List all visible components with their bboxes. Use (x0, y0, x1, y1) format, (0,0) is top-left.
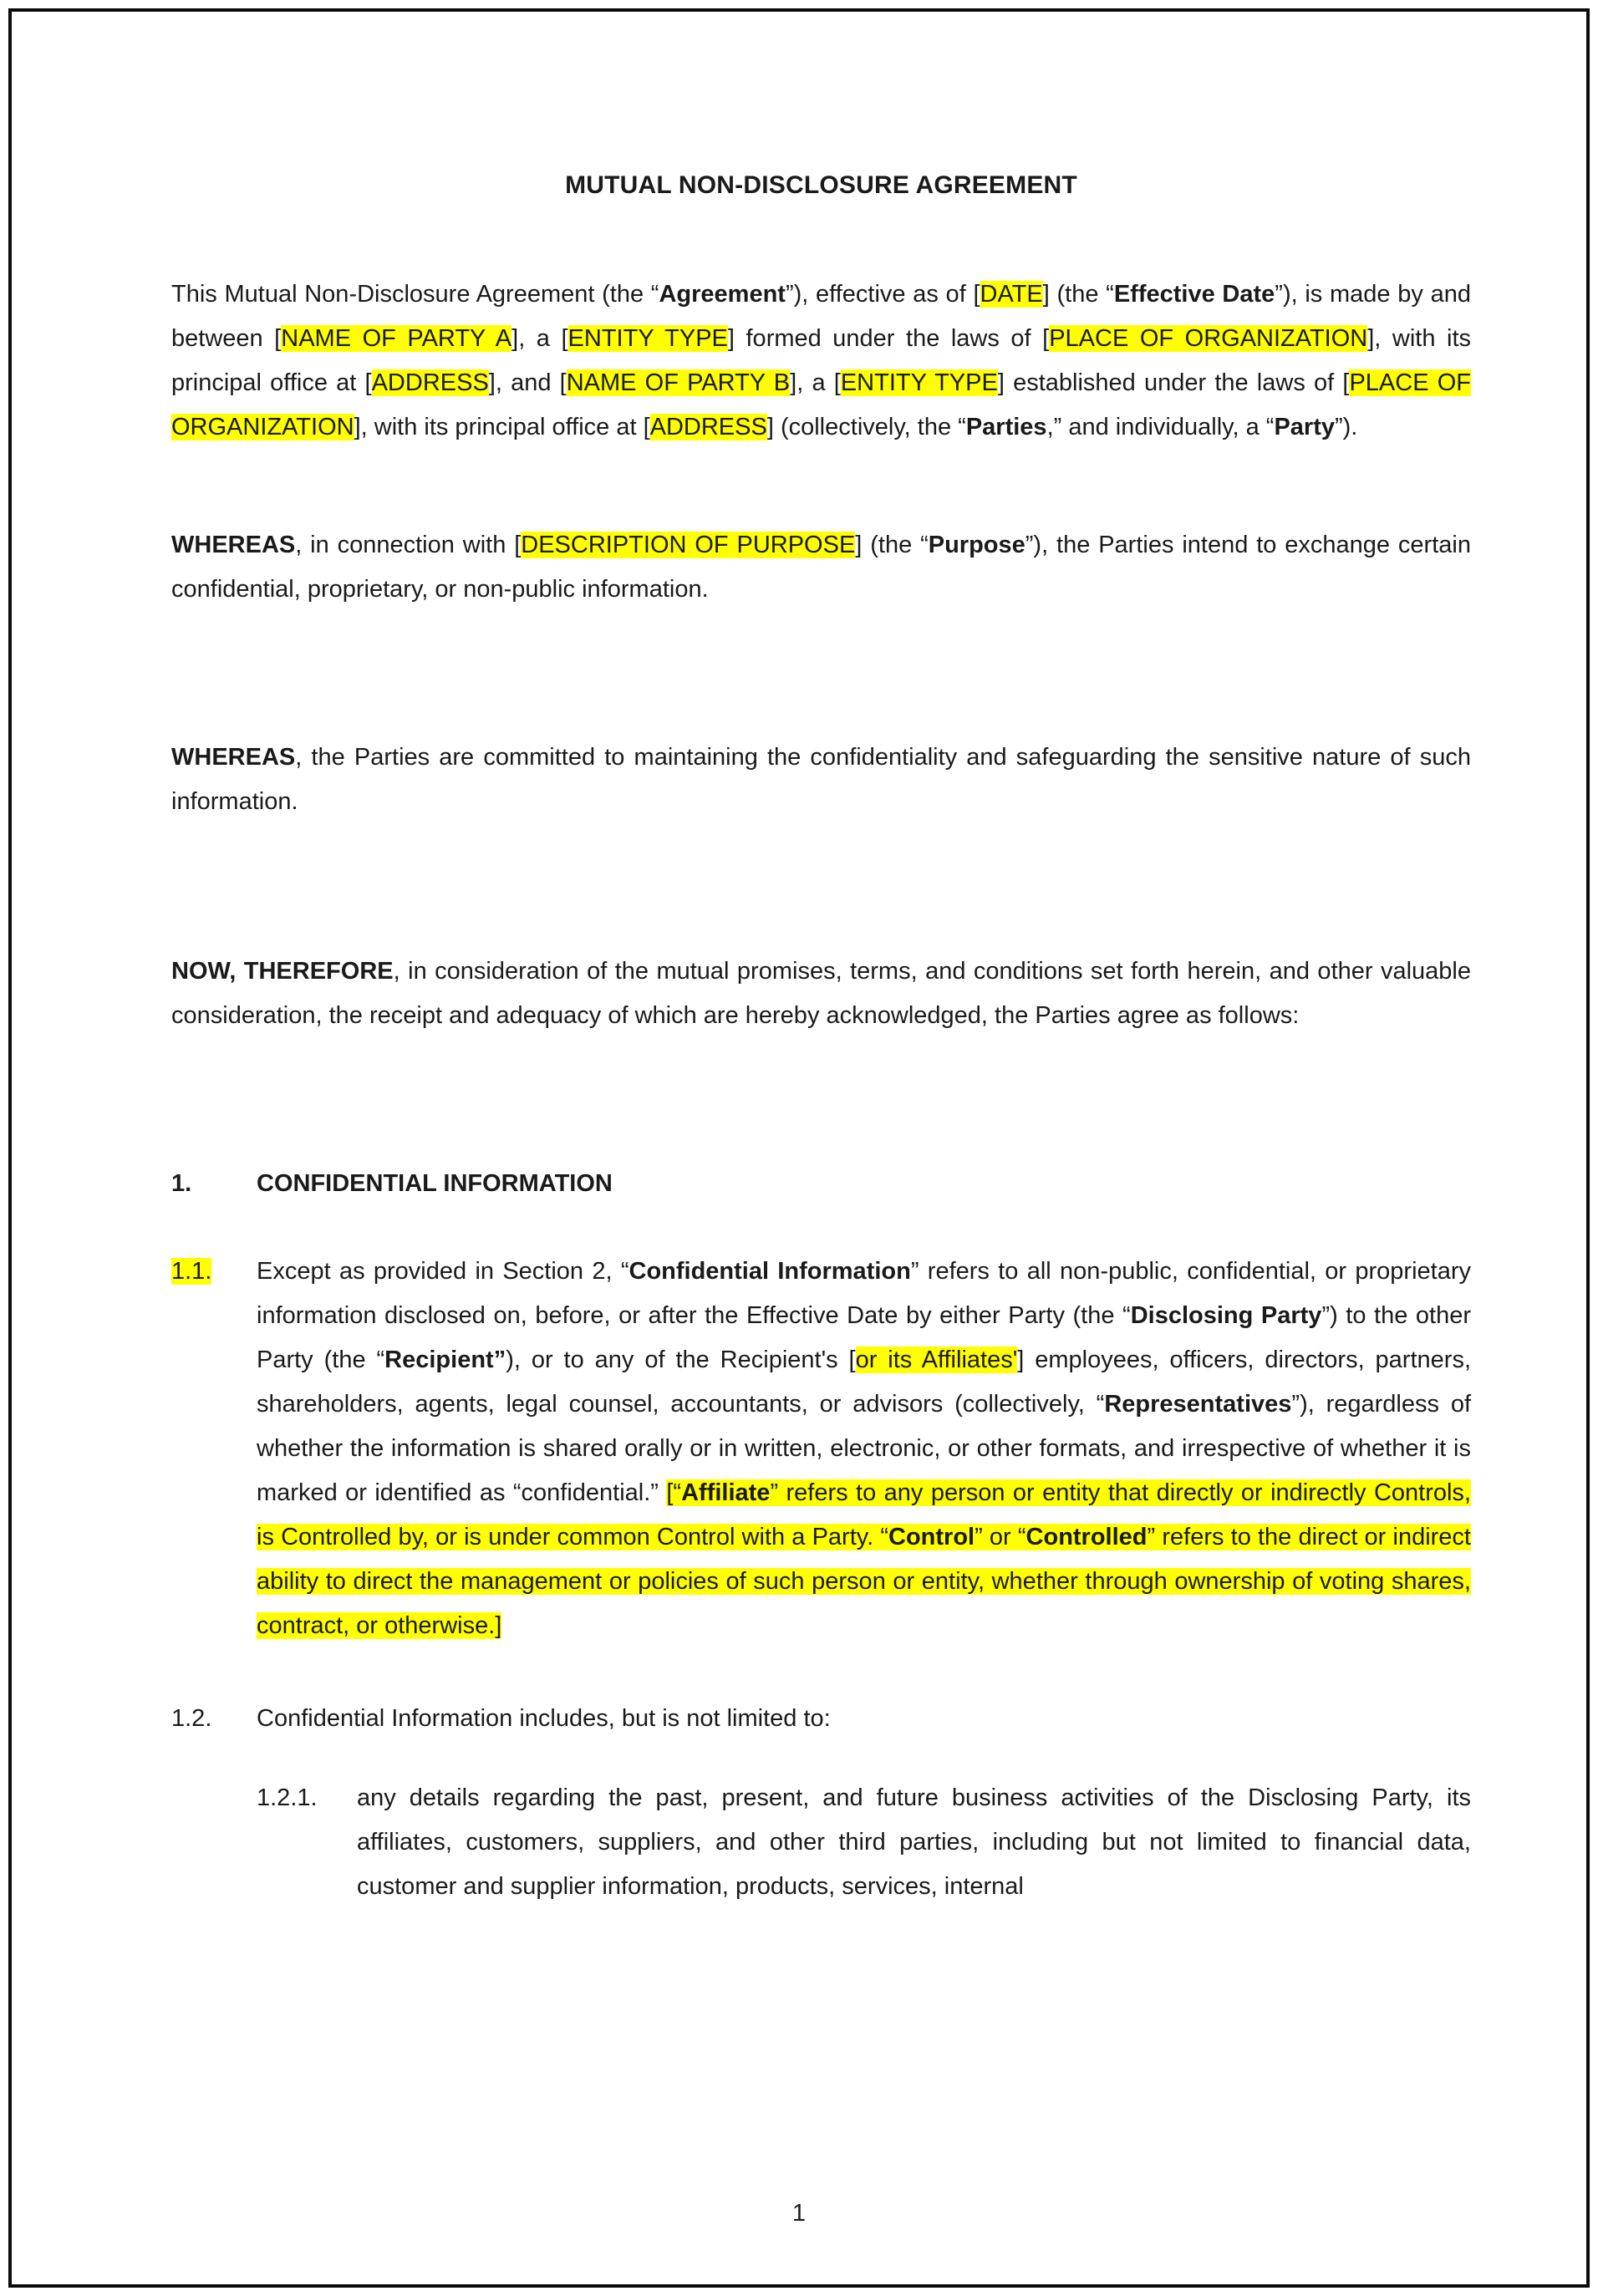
intro-paragraph: This Mutual Non-Disclosure Agreement (the “Agreement”), effective as of [DATE] (the “Effective Date”), is made by and between [NAME OF PARTY A], a [ENTITY TYPE] formed under the laws of [PLACE OF ORGANIZATION], with its principal office at [ADDRESS], and [NAME OF PARTY B], a [ENTITY TYPE] established under the laws of [PLACE OF ORGANIZATION], with its principal office at [ADDRESS] (collectively, the “Parties,” and individually, a “Party”). (171, 281, 1471, 440)
document-content (171, 163, 1471, 1909)
whereas-confidentiality-paragraph: WHEREAS, the Parties are committed to maintaining the confidentiality and safeguarding the sensitive nature of such information. (171, 744, 1471, 815)
clause-1-2-1-number: 1.2.1. (257, 1784, 318, 1811)
whereas-purpose-paragraph: WHEREAS, in connection with [DESCRIPTION OF PURPOSE] (the “Purpose”), the Parties intend to exchange certain confidential, proprietary, or non-public information. (171, 532, 1471, 603)
clause-1-2-1 (257, 1776, 1471, 1909)
page-number: 1 (791, 2200, 807, 2227)
section-1-title: CONFIDENTIAL INFORMATION (257, 1170, 613, 1197)
section-1-heading (171, 1162, 1471, 1206)
now-therefore-paragraph: NOW, THEREFORE, in consideration of the mutual promises, terms, and conditions set forth herein, and other valuable consideration, the receipt and adequacy of which are hereby acknowledged, the Parties agree as follows: (171, 958, 1472, 1029)
document-title: MUTUAL NON-DISCLOSURE AGREEMENT (565, 171, 1077, 199)
clause-1-1-number: 1.1. (171, 1258, 212, 1285)
clause-1-2 (171, 1697, 1471, 1741)
clause-1-2-1-body: any details regarding the past, present, and future business activities of the Disclosing Party, its affiliates, customers, suppliers, and other third parties, including but not limited to financial data, customer and supplier information, products, services, internal (357, 1784, 1471, 1900)
section-1-number: 1. (171, 1170, 192, 1197)
clause-1-2-number: 1.2. (171, 1705, 212, 1732)
clause-1-1-body: Except as provided in Section 2, “Confidential Information” refers to all non-public, confidential, or proprietary information disclosed on, before, or after the Effective Date by either Party (the “Disclosing Party”) to the other Party (the “Recipient”), or to any of the Recipient's [or its Affiliates'] employees, officers, directors, partners, shareholders, agents, legal counsel, accountants, or advisors (collectively, “Representatives”), regardless of whether the information is shared orally or in written, electronic, or other formats, and irrespective of whether it is marked or identified as “confidential.” [“Affiliate” refers to any person or entity that directly or indirectly Controls, is Controlled by, or is under common Control with a Party. “Control” or “Controlled” refers to the direct or indirect ability to direct the management or policies of such person or entity, whether through ownership of voting shares, contract, or otherwise.] (257, 1258, 1472, 1639)
clause-1-1 (171, 1250, 1471, 1648)
clause-1-2-body: Confidential Information includes, but is not limited to: (257, 1705, 831, 1732)
